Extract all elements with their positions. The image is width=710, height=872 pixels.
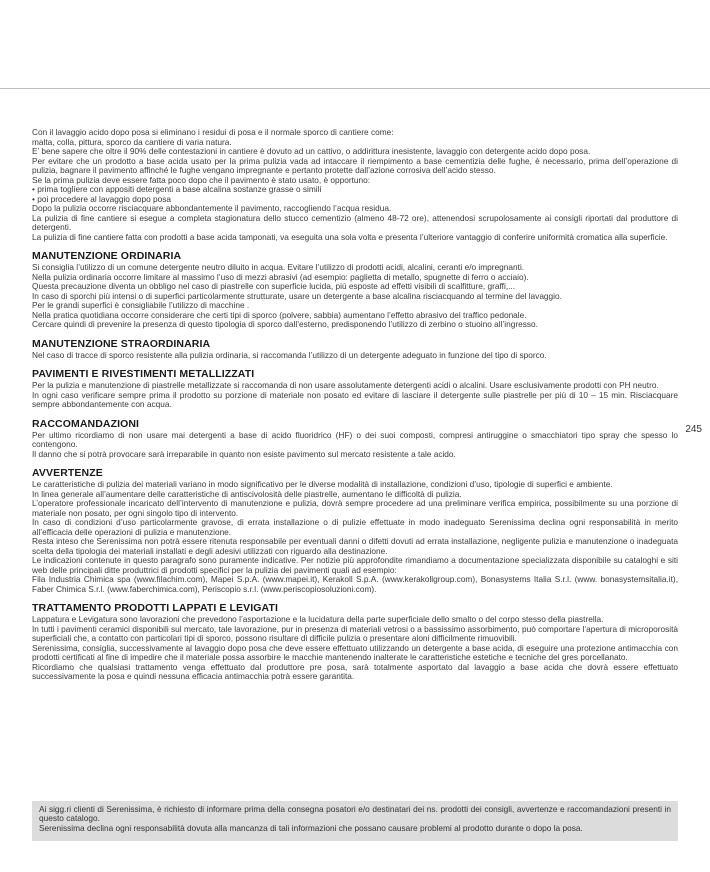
document-body <box>32 128 678 682</box>
section-manutenzione-straordinaria <box>32 338 678 361</box>
section-metallizzati <box>32 368 678 410</box>
section-lappati-levigati <box>32 602 678 682</box>
page-number-label: 245 <box>685 424 702 435</box>
notice-paragraph: Serenissima declina ogni responsabilità dovuta alla mancanza di tali informazioni che possano causare problemi al prodotto durante o dopo la posa. <box>39 822 583 833</box>
intro-paragraph: malta, colla, pittura, sporco da cantiere di varia natura. <box>32 136 232 147</box>
section-paragraph: In caso di condizioni d’uso particolarmente gravose, di errata installazione o di pulizie effettuate in modo inadeguato Serenissima declina ogni responsabilità in merito all’efficacia delle operazioni di pulizia e manutenzione. <box>32 517 678 537</box>
intro-paragraph: E’ bene sapere che oltre il 90% delle contestazioni in cantiere è dovuto ad un cattivo, o addirittura inesistente, lavaggio con detergente acido dopo posa. <box>32 146 591 156</box>
section-heading: RACCOMANDAZIONI <box>32 417 140 430</box>
section-paragraph: L’operatore professionale incaricato dell’intervento di manutenzione e pulizia, dovrà sempre procedere ad una preliminare verifica empirica, possibilmente su una porzione di materiale non posato, per ogni singolo tipo di intervento. <box>32 498 678 518</box>
section-manutenzione-ordinaria <box>32 250 678 330</box>
intro-paragraph: Con il lavaggio acido dopo posa si eliminano i residui di posa e il normale sporco di cantiere come: <box>32 127 394 137</box>
notice-paragraph: Ai sigg.ri clienti di Serenissima, è richiesto di informare prima della consegna posatori e/o destinatari dei ns. prodotti dei consigli, avvertenze e raccomandazioni presenti in questo catalogo. <box>39 804 671 824</box>
section-paragraph: Fila Industria Chimica spa (www.filachim.com), Mapei S.p.A. (www.mapei.it), Kerakoll S.p.A. (www.kerakollgroup.com), Bonasystems Italia S.r.l. (www. bonasystemsitalia.it), Faber Chimica S.r.l. (www.faberchimica.com), Periscopio s.r.l. (www.periscopiosoluzioni.com). <box>32 574 678 594</box>
section-paragraph: Nella pratica quotidiana occorre considerare che certi tipi di sporco (polvere, sabbia) aumentano l’effetto abrasivo del traffico pedonale. <box>32 309 527 320</box>
intro-bullet: • prima togliere con appositi detergenti a base alcalina sostanze grasse o simili <box>32 184 322 194</box>
section-paragraph: Serenissima, consiglia, successivamente al lavaggio dopo posa che deve essere effettuato utilizzando un detergente a base acida, di eseguire una protezione antimacchia con prodotti certificati al fine di impedire che il materiale possa assorbire le macchie mantenendo inalterate le caratteristiche estetiche e tecniche del gres porcellanato. <box>32 642 678 662</box>
section-avvertenze <box>32 467 678 594</box>
section-paragraph: Lappatura e Levigatura sono lavorazioni che prevedono l’asportazione e la lucidatura della parte superficiale dello smalto o del corpo stesso della piastrella. <box>32 614 604 624</box>
intro-block <box>32 128 678 242</box>
section-paragraph: Per ultimo ricordiamo di non usare mai detergenti a base di acido fluoridrico (HF) o dei suoi composti, compresi antiruggine o smacchiatori tipo spray che spesso lo contengono. <box>32 429 678 449</box>
section-paragraph: Questa precauzione diventa un obbligo nel caso di piastrelle con superficie lucida, più esposte ad effetti visibili di scalfitture, graffi,... <box>32 281 516 291</box>
section-paragraph: Il danno che si potrà provocare sarà irreparabile in quanto non esiste pavimento sul mercato resistente a tale acido. <box>32 448 456 459</box>
section-paragraph: Si consiglia l’utilizzo di un comune detergente neutro diluito in acqua. Evitare l’utilizzo di prodotti acidi, alcalini, ceranti e/o impregnanti. <box>32 262 525 272</box>
section-paragraph: In ogni caso verificare sempre prima il prodotto su porzione di materiale non posato ed evitare di lasciare il detergente sulle piastrelle per più di 10 – 15 min. Risciacquare sempre abbondantemente con acqua. <box>32 389 678 409</box>
section-heading: AVVERTENZE <box>32 467 103 479</box>
section-heading: MANUTENZIONE ORDINARIA <box>32 250 182 262</box>
section-paragraph: Ricordiamo che qualsiasi trattamento venga effettuato dal produttore pre posa, sarà totalmente asportato dal lavaggio a base acida che dovrà essere effettuato successivamente la posa e quindi nessuna efficacia antimacchia potrà essere garantita. <box>32 661 678 681</box>
section-paragraph: Per le grandi superfici è consigliabile l’utilizzo di macchine . <box>32 300 250 310</box>
intro-paragraph: La pulizia di fine cantiere si esegue a completa stagionatura dello stucco cementizio (almeno 48-72 ore), attenendosi scrupolosamente ai consigli riportati dal produttore di detergenti. <box>32 212 678 232</box>
section-paragraph: Nel caso di tracce di sporco resistente alla pulizia ordinaria, si raccomanda l’utilizzo di un detergente adeguato in funzione del tipo di sporco. <box>32 349 547 360</box>
intro-paragraph: La pulizia di fine cantiere fatta con prodotti a base acida tamponati, va eseguita una sola volta e presenta l’ulteriore vantaggio di conferire uniformità cromatica alla superficie. <box>32 231 668 242</box>
section-raccomandazioni <box>32 418 678 460</box>
section-paragraph: In tutti i pavimenti ceramici disponibili sul mercato, tale lavorazione, pur in presenza di materiali vetrosi o a bassissimo assorbimento, può comportare l’apertura di microporosità superficiali che, a contatto con particolari tipi di sporco, possono risultare di difficile pulizia o presentare aloni difficilmente rimuovibili. <box>32 623 678 643</box>
intro-paragraph: Per evitare che un prodotto a base acida usato per la prima pulizia vada ad intaccare il riempimento a base cementizia delle fughe, è necessario, prima dell’operazione di pulizia, bagnare il pavimento affinché le fughe vengano impregnante e pertanto protette dall’azione corrosiva dell’acido stesso. <box>32 155 678 175</box>
section-paragraph: Nella pulizia ordinaria occorre limitare al massimo l’uso di mezzi abrasivi (ad esempio: paglietta di metallo, spugnette di ferro o acciaio). <box>32 271 529 282</box>
section-paragraph: In caso di sporchi più intensi o di superfici particolarmente strutturate, usare un detergente a base alcalina risciacquando al termine del lavaggio. <box>32 290 562 301</box>
section-heading: TRATTAMENTO PRODOTTI LAPPATI E LEVIGATI <box>32 602 278 614</box>
section-paragraph: Le indicazioni contenute in questo paragrafo sono puramente indicative. Per notizie più approfondite rimandiamo a documentazione specializzata disponibile su cataloghi e siti web delle principali ditte produttrici di prodotti specifici per la pulizia dei pavimenti quali ad esempio: <box>32 555 678 575</box>
section-heading: MANUTENZIONE STRAORDINARIA <box>32 337 211 350</box>
customer-notice-box <box>32 801 678 841</box>
section-paragraph: In linea generale all’aumentare delle caratteristiche di antiscivolosità delle piastrelle, aumentano le difficoltà di pulizia. <box>32 488 462 499</box>
section-paragraph: Cercare quindi di prevenire la presenza di questo tipologia di sporco dall’esterno, predisponendo l’utilizzo di zerbino o stuoino all’ingresso. <box>32 319 538 329</box>
intro-paragraph: Dopo la pulizia occorre risciacquare abbondantemente il pavimento, raccogliendo l’acqua residua. <box>32 203 392 213</box>
section-heading: PAVIMENTI E RIVESTIMENTI METALLIZZATI <box>32 368 255 380</box>
section-paragraph: Le caratteristiche di pulizia dei materiali variano in modo significativo per le diverse modalità di installazione, condizioni d’uso, tipologie di superfici e ambiente. <box>32 479 613 489</box>
intro-bullet: • poi procedere al lavaggio dopo posa <box>32 193 171 204</box>
intro-paragraph: Se la prima pulizia deve essere fatta poco dopo che il pavimento è stato usato, è opportuno: <box>32 174 371 185</box>
section-paragraph: Per la pulizia e manutenzione di piastrelle metallizzate si raccomanda di non usare assolutamente detergenti acidi o alcalini. Usare esclusivamente prodotti con PH neutro. <box>32 380 659 390</box>
section-paragraph: Resta inteso che Serenissima non potrà essere ritenuta responsabile per eventuali danni o difetti dovuti ad errata installazione, negligente pulizia e manutenzione o inadeguata scelta della tipologia dei materiali installati e degli adesivi utilizzati con riguardo alla destinazione. <box>32 536 678 556</box>
top-divider <box>0 88 710 89</box>
